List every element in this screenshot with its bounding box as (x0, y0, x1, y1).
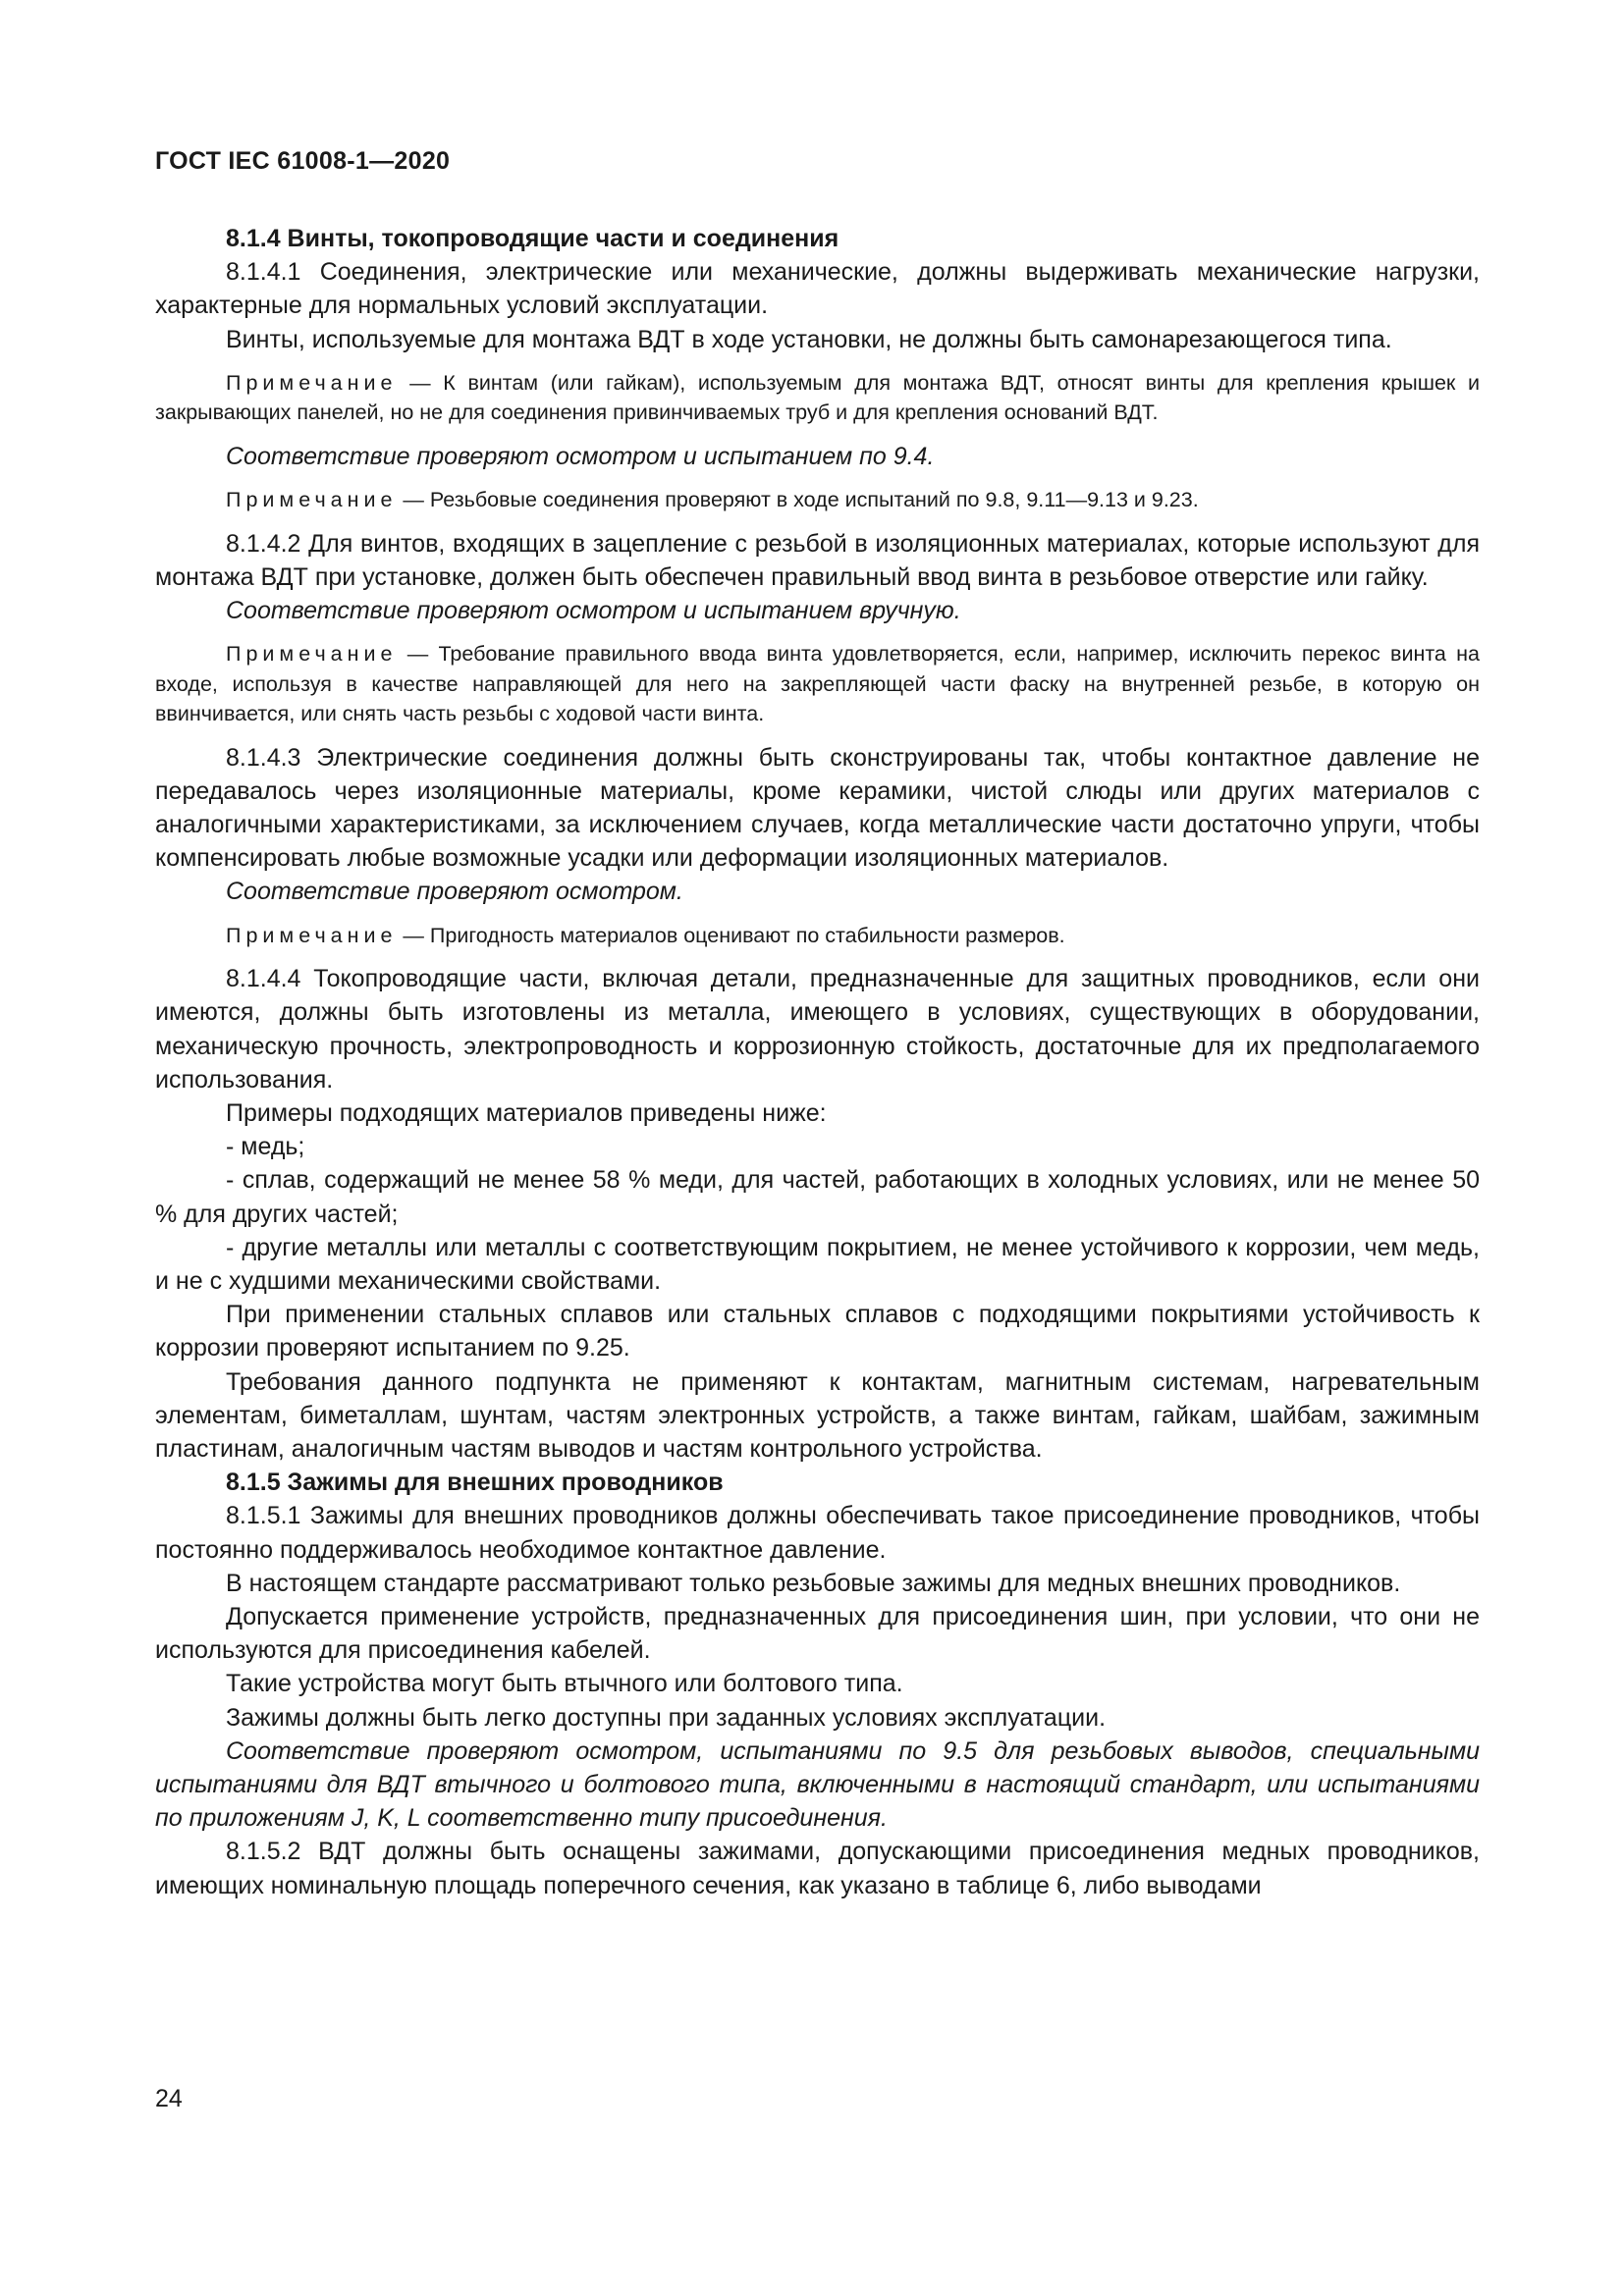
note: Примечание — Требование правильного ввода винта удовлетворяется, если, например, исключить перекос винта на входе, используя в качестве направляющей для него на закрепляющей части фаску на внутренней резьбе, в которую он ввинчивается, или снять часть резьбы с ходовой части винта. (155, 642, 1480, 726)
paragraph: При применении стальных сплавов или стальных сплавов с подходящими покрытиями устойчивость к коррозии проверяют испытанием по 9.25. (155, 1301, 1480, 1362)
section-heading-8-1-4: 8.1.4 Винты, токопроводящие части и соединения (226, 225, 839, 252)
document-header: ГОСТ IEC 61008-1—2020 (155, 147, 451, 175)
paragraph: В настоящем стандарте рассматривают только резьбовые зажимы для медных внешних проводников. (226, 1569, 1401, 1597)
list-item: - медь; (226, 1133, 305, 1161)
compliance-paragraph: Соответствие проверяют осмотром, испытаниями по 9.5 для резьбовых выводов, специальными испытаниями для ВДТ втычного и болтового типа, включенными в настоящий стандарт, или испытаниями по приложениям J, K, L соответственно типу присоединения. (155, 1736, 1480, 1833)
paragraph: Винты, используемые для монтажа ВДТ в ходе установки, не должны быть самонарезающегося типа. (226, 325, 1392, 353)
page-number: 24 (155, 2085, 183, 2112)
compliance-paragraph: Соответствие проверяют осмотром и испытанием по 9.4. (226, 442, 935, 470)
note-label: Примечание (226, 488, 398, 512)
paragraph: 8.1.4.4 Токопроводящие части, включая детали, предназначенные для защитных проводников, если они имеются, должны быть изготовлены из металла, имеющего в условиях, существующих в оборудовании, механическую прочность, электропроводность и коррозионную стойкость, достаточные для их предполагаемого использования. (155, 965, 1480, 1094)
compliance-paragraph: Соответствие проверяют осмотром и испытанием вручную. (226, 596, 961, 624)
document-body (155, 222, 1480, 1902)
note-label: Примечание (226, 923, 398, 947)
paragraph: 8.1.4.1 Соединения, электрические или механические, должны выдерживать механические нагрузки, характерные для нормальных условий эксплуатации. (155, 258, 1480, 320)
note: Примечание — К винтам (или гайкам), используемым для монтажа ВДТ, относят винты для крепления крышек и закрывающих панелей, но не для соединения привинчиваемых труб и для крепления оснований ВДТ. (155, 370, 1480, 425)
section-heading-8-1-5: 8.1.5 Зажимы для внешних проводников (226, 1468, 724, 1497)
paragraph: 8.1.5.1 Зажимы для внешних проводников должны обеспечивать такое присоединение проводников, чтобы постоянно поддерживалось необходимое контактное давление. (155, 1502, 1480, 1564)
paragraph: 8.1.5.2 ВДТ должны быть оснащены зажимами, допускающими присоединения медных проводников, имеющих номинальную площадь поперечного сечения, как указано в таблице 6, либо выводами (155, 1838, 1480, 1899)
paragraph: 8.1.4.3 Электрические соединения должны быть сконструированы так, чтобы контактное давление не передавалось через изоляционные материалы, кроме керамики, чистой слюды или других материалов с аналогичными характеристиками, за исключением случаев, когда металлические части достаточно упруги, чтобы компенсировать любые возможные усадки или деформации изоляционных материалов. (155, 743, 1480, 873)
paragraph: Допускается применение устройств, предназначенных для присоединения шин, при условии, что они не используются для присоединения кабелей. (155, 1603, 1480, 1665)
paragraph: Примеры подходящих материалов приведены ниже: (226, 1098, 827, 1127)
note: Примечание — Резьбовые соединения проверяют в ходе испытаний по 9.8, 9.11—9.13 и 9.23. (226, 488, 1199, 512)
note-label: Примечание (226, 370, 398, 395)
list-item: - другие металлы или металлы с соответствующим покрытием, не менее устойчивого к коррозии, чем медь, и не с худшими механическими свойствами. (155, 1233, 1480, 1295)
note-label: Примечание (226, 642, 398, 667)
note: Примечание — Пригодность материалов оценивают по стабильности размеров. (226, 923, 1065, 947)
paragraph: Такие устройства могут быть втычного или болтового типа. (226, 1670, 903, 1698)
paragraph: Требования данного подпункта не применяют к контактам, магнитным системам, нагревательным элементам, биметаллам, шунтам, частям электронных устройств, а также винтам, гайкам, шайбам, зажимным пластинам, аналогичным частям выводов и частям контрольного устройства. (155, 1367, 1480, 1463)
compliance-paragraph: Соответствие проверяют осмотром. (226, 878, 683, 906)
paragraph: Зажимы должны быть легко доступны при заданных условиях эксплуатации. (226, 1703, 1107, 1732)
paragraph: 8.1.4.2 Для винтов, входящих в зацепление с резьбой в изоляционных материалах, которые используют для монтажа ВДТ при установке, должен быть обеспечен правильный ввод винта в резьбовое отверстие или гайку. (155, 529, 1480, 591)
list-item: - сплав, содержащий не менее 58 % меди, для частей, работающих в холодных условиях, или не менее 50 % для других частей; (155, 1166, 1480, 1228)
